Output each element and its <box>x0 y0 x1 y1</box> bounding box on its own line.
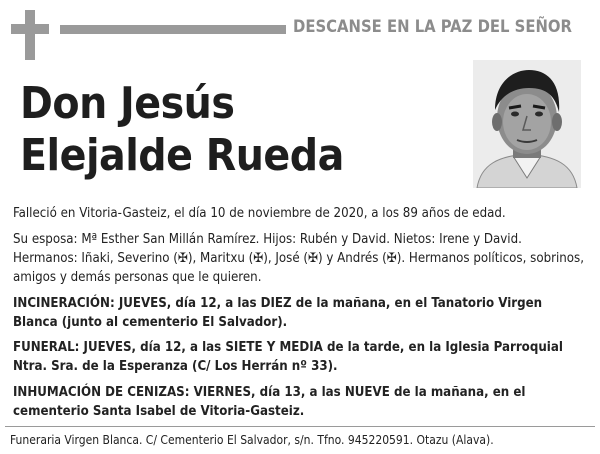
incineration-info: INCINERACIÓN: JUEVES, día 12, a las DIEZ de la mañana, en el Tanatorio Virgen Blanca (junto al cementerio El Salvador). <box>13 296 543 330</box>
name-line-2: Elejalde Rueda <box>20 130 344 181</box>
deceased-name <box>20 78 344 182</box>
family-list: Su esposa: Mª Esther San Millán Ramírez. Hijos: Rubén y David. Nietos: Irene y David. Hermanos: Iñaki, Severino (✠), Maritxu (✠), José (✠) y Andrés (✠). Hermanos políticos, sobrinos, amigos y demás personas que le quieren. <box>13 232 585 285</box>
funeral-info: FUNERAL: JUEVES, día 12, a las SIETE Y MEDIA de la tarde, en la Iglesia Parroquial Ntra. Sra. de la Esperanza (C/ Los Herrán nº 33). <box>13 340 563 374</box>
cross-icon <box>11 10 49 60</box>
death-notice: Falleció en Vitoria-Gasteiz, el día 10 de noviembre de 2020, a los 89 años de edad. <box>13 206 506 221</box>
header-title: DESCANSE EN LA PAZ DEL SEÑOR <box>293 17 572 36</box>
ash-interment-info: INHUMACIÓN DE CENIZAS: VIERNES, día 13, a las NUEVE de la mañana, en el cementerio Santa Isabel de Vitoria-Gasteiz. <box>13 385 526 419</box>
portrait-photo <box>473 60 581 188</box>
portrait-image <box>473 60 581 188</box>
footer-divider <box>5 426 595 427</box>
header-rule <box>60 25 286 34</box>
funeral-home-footer: Funeraria Virgen Blanca. C/ Cementerio El Salvador, s/n. Tfno. 945220591. Otazu (Alava). <box>10 433 494 447</box>
name-line-1: Don Jesús <box>20 78 235 129</box>
